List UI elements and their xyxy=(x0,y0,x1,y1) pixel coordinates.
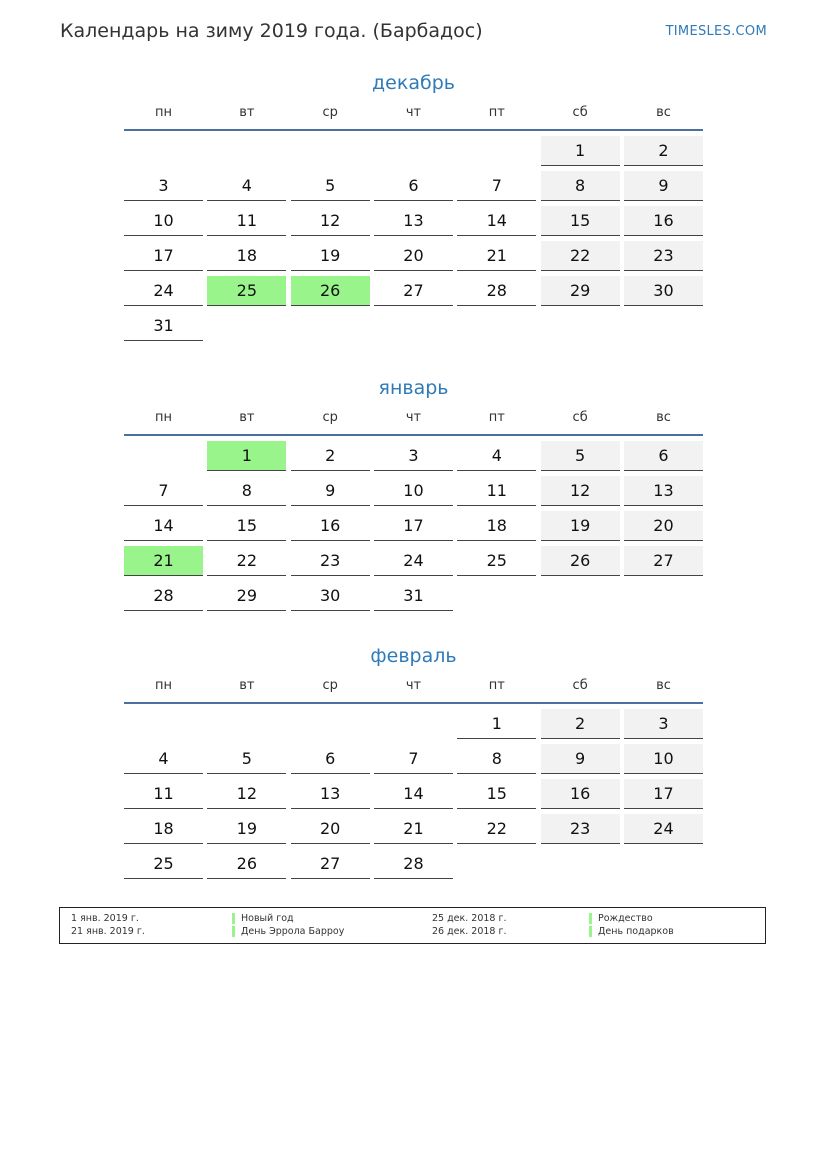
weekday-label: сб xyxy=(572,410,588,425)
day-cell: 17 xyxy=(124,241,203,271)
weekday-label: пн xyxy=(155,678,172,693)
day-cell: 18 xyxy=(124,814,203,844)
weekday-label: вс xyxy=(656,410,671,425)
day-cell: 21 xyxy=(374,814,453,844)
day-cell: 21 xyxy=(457,241,536,271)
day-cell: 17 xyxy=(624,779,703,809)
day-cell: 3 xyxy=(124,171,203,201)
site-link[interactable]: TIMESLES.COM xyxy=(665,24,767,39)
legend-row xyxy=(60,912,765,925)
day-cell: 3 xyxy=(624,709,703,739)
weekday-label: сб xyxy=(572,678,588,693)
day-cell: 28 xyxy=(457,276,536,306)
legend-date: 1 янв. 2019 г. xyxy=(71,913,139,924)
day-cell: 12 xyxy=(291,206,370,236)
day-cell: 14 xyxy=(457,206,536,236)
day-cell: 30 xyxy=(291,581,370,611)
holiday-day-cell: 21 xyxy=(124,546,203,576)
day-cell: 18 xyxy=(457,511,536,541)
legend-date: 26 дек. 2018 г. xyxy=(432,926,507,937)
weekday-label: пн xyxy=(155,105,172,120)
weekday-label: вт xyxy=(239,678,255,693)
day-cell: 27 xyxy=(624,546,703,576)
day-cell: 28 xyxy=(374,849,453,879)
day-cell: 7 xyxy=(374,744,453,774)
day-cell: 7 xyxy=(124,476,203,506)
day-cell: 1 xyxy=(457,709,536,739)
day-cell: 6 xyxy=(291,744,370,774)
empty-cell xyxy=(457,136,536,166)
month-block xyxy=(124,643,703,879)
day-cell: 9 xyxy=(541,744,620,774)
day-cell: 27 xyxy=(291,849,370,879)
day-cell: 13 xyxy=(374,206,453,236)
weekday-label: ср xyxy=(322,410,338,425)
day-cell: 26 xyxy=(541,546,620,576)
weekday-header xyxy=(124,678,703,704)
holiday-color-marker xyxy=(232,926,235,937)
day-grid xyxy=(124,709,703,879)
empty-cell xyxy=(291,709,370,739)
day-cell: 11 xyxy=(207,206,286,236)
day-cell: 1 xyxy=(541,136,620,166)
day-cell: 16 xyxy=(541,779,620,809)
day-cell: 23 xyxy=(624,241,703,271)
day-cell: 4 xyxy=(124,744,203,774)
day-cell: 22 xyxy=(207,546,286,576)
day-cell: 10 xyxy=(374,476,453,506)
legend-holiday-name: День Эррола Барроу xyxy=(241,926,345,937)
page-title: Календарь на зиму 2019 года. (Барбадос) xyxy=(60,20,483,42)
legend-date: 25 дек. 2018 г. xyxy=(432,913,507,924)
weekday-header xyxy=(124,410,703,436)
weekday-label: чт xyxy=(405,410,422,425)
holiday-color-marker xyxy=(589,926,592,937)
day-cell: 8 xyxy=(207,476,286,506)
day-cell: 25 xyxy=(124,849,203,879)
day-cell: 24 xyxy=(374,546,453,576)
holiday-day-cell: 1 xyxy=(207,441,286,471)
month-block xyxy=(124,375,703,611)
holiday-color-marker xyxy=(232,913,235,924)
day-cell: 2 xyxy=(541,709,620,739)
legend-row xyxy=(60,925,765,938)
day-cell: 3 xyxy=(374,441,453,471)
month-name: январь xyxy=(378,377,449,399)
weekday-label: пт xyxy=(488,678,505,693)
day-cell: 28 xyxy=(124,581,203,611)
empty-cell xyxy=(374,136,453,166)
day-cell: 11 xyxy=(124,779,203,809)
day-cell: 12 xyxy=(541,476,620,506)
day-cell: 8 xyxy=(457,744,536,774)
day-cell: 31 xyxy=(374,581,453,611)
day-cell: 2 xyxy=(624,136,703,166)
empty-cell xyxy=(207,136,286,166)
day-cell: 26 xyxy=(207,849,286,879)
day-cell: 24 xyxy=(624,814,703,844)
day-cell: 4 xyxy=(457,441,536,471)
day-cell: 10 xyxy=(624,744,703,774)
day-cell: 16 xyxy=(291,511,370,541)
weekday-label: ср xyxy=(322,105,338,120)
day-cell: 20 xyxy=(624,511,703,541)
weekday-label: ср xyxy=(322,678,338,693)
weekday-label: пн xyxy=(155,410,172,425)
day-cell: 22 xyxy=(457,814,536,844)
weekday-label: пт xyxy=(488,410,505,425)
day-cell: 11 xyxy=(457,476,536,506)
day-cell: 13 xyxy=(624,476,703,506)
month-name: февраль xyxy=(370,645,457,667)
legend-holiday-name: Новый год xyxy=(241,913,294,924)
weekday-label: чт xyxy=(405,678,422,693)
day-cell: 19 xyxy=(541,511,620,541)
day-cell: 6 xyxy=(624,441,703,471)
holiday-day-cell: 26 xyxy=(291,276,370,306)
holiday-legend xyxy=(59,907,766,944)
day-cell: 29 xyxy=(541,276,620,306)
day-cell: 22 xyxy=(541,241,620,271)
weekday-label: сб xyxy=(572,105,588,120)
empty-cell xyxy=(124,441,203,471)
day-cell: 24 xyxy=(124,276,203,306)
day-cell: 14 xyxy=(124,511,203,541)
day-cell: 15 xyxy=(207,511,286,541)
day-cell: 5 xyxy=(541,441,620,471)
day-cell: 8 xyxy=(541,171,620,201)
day-cell: 13 xyxy=(291,779,370,809)
day-grid xyxy=(124,136,703,341)
legend-holiday-name: Рождество xyxy=(598,913,653,924)
day-cell: 7 xyxy=(457,171,536,201)
weekday-label: чт xyxy=(405,105,422,120)
month-name: декабрь xyxy=(372,72,455,94)
day-cell: 18 xyxy=(207,241,286,271)
day-cell: 6 xyxy=(374,171,453,201)
day-cell: 16 xyxy=(624,206,703,236)
holiday-day-cell: 25 xyxy=(207,276,286,306)
day-cell: 15 xyxy=(541,206,620,236)
weekday-header xyxy=(124,105,703,131)
day-cell: 19 xyxy=(207,814,286,844)
day-cell: 5 xyxy=(291,171,370,201)
day-cell: 20 xyxy=(291,814,370,844)
day-cell: 27 xyxy=(374,276,453,306)
weekday-label: вс xyxy=(656,105,671,120)
day-cell: 4 xyxy=(207,171,286,201)
day-cell: 14 xyxy=(374,779,453,809)
day-cell: 9 xyxy=(624,171,703,201)
weekday-label: пт xyxy=(488,105,505,120)
day-cell: 5 xyxy=(207,744,286,774)
day-cell: 9 xyxy=(291,476,370,506)
day-cell: 10 xyxy=(124,206,203,236)
empty-cell xyxy=(124,136,203,166)
day-cell: 2 xyxy=(291,441,370,471)
holiday-color-marker xyxy=(589,913,592,924)
day-cell: 25 xyxy=(457,546,536,576)
legend-holiday-name: День подарков xyxy=(598,926,674,937)
day-cell: 30 xyxy=(624,276,703,306)
month-block xyxy=(124,70,703,341)
day-grid xyxy=(124,441,703,611)
day-cell: 12 xyxy=(207,779,286,809)
empty-cell xyxy=(207,709,286,739)
day-cell: 29 xyxy=(207,581,286,611)
empty-cell xyxy=(374,709,453,739)
day-cell: 31 xyxy=(124,311,203,341)
empty-cell xyxy=(291,136,370,166)
weekday-label: вс xyxy=(656,678,671,693)
day-cell: 23 xyxy=(291,546,370,576)
empty-cell xyxy=(124,709,203,739)
day-cell: 23 xyxy=(541,814,620,844)
legend-date: 21 янв. 2019 г. xyxy=(71,926,145,937)
day-cell: 19 xyxy=(291,241,370,271)
day-cell: 20 xyxy=(374,241,453,271)
weekday-label: вт xyxy=(239,105,255,120)
day-cell: 17 xyxy=(374,511,453,541)
day-cell: 15 xyxy=(457,779,536,809)
weekday-label: вт xyxy=(239,410,255,425)
